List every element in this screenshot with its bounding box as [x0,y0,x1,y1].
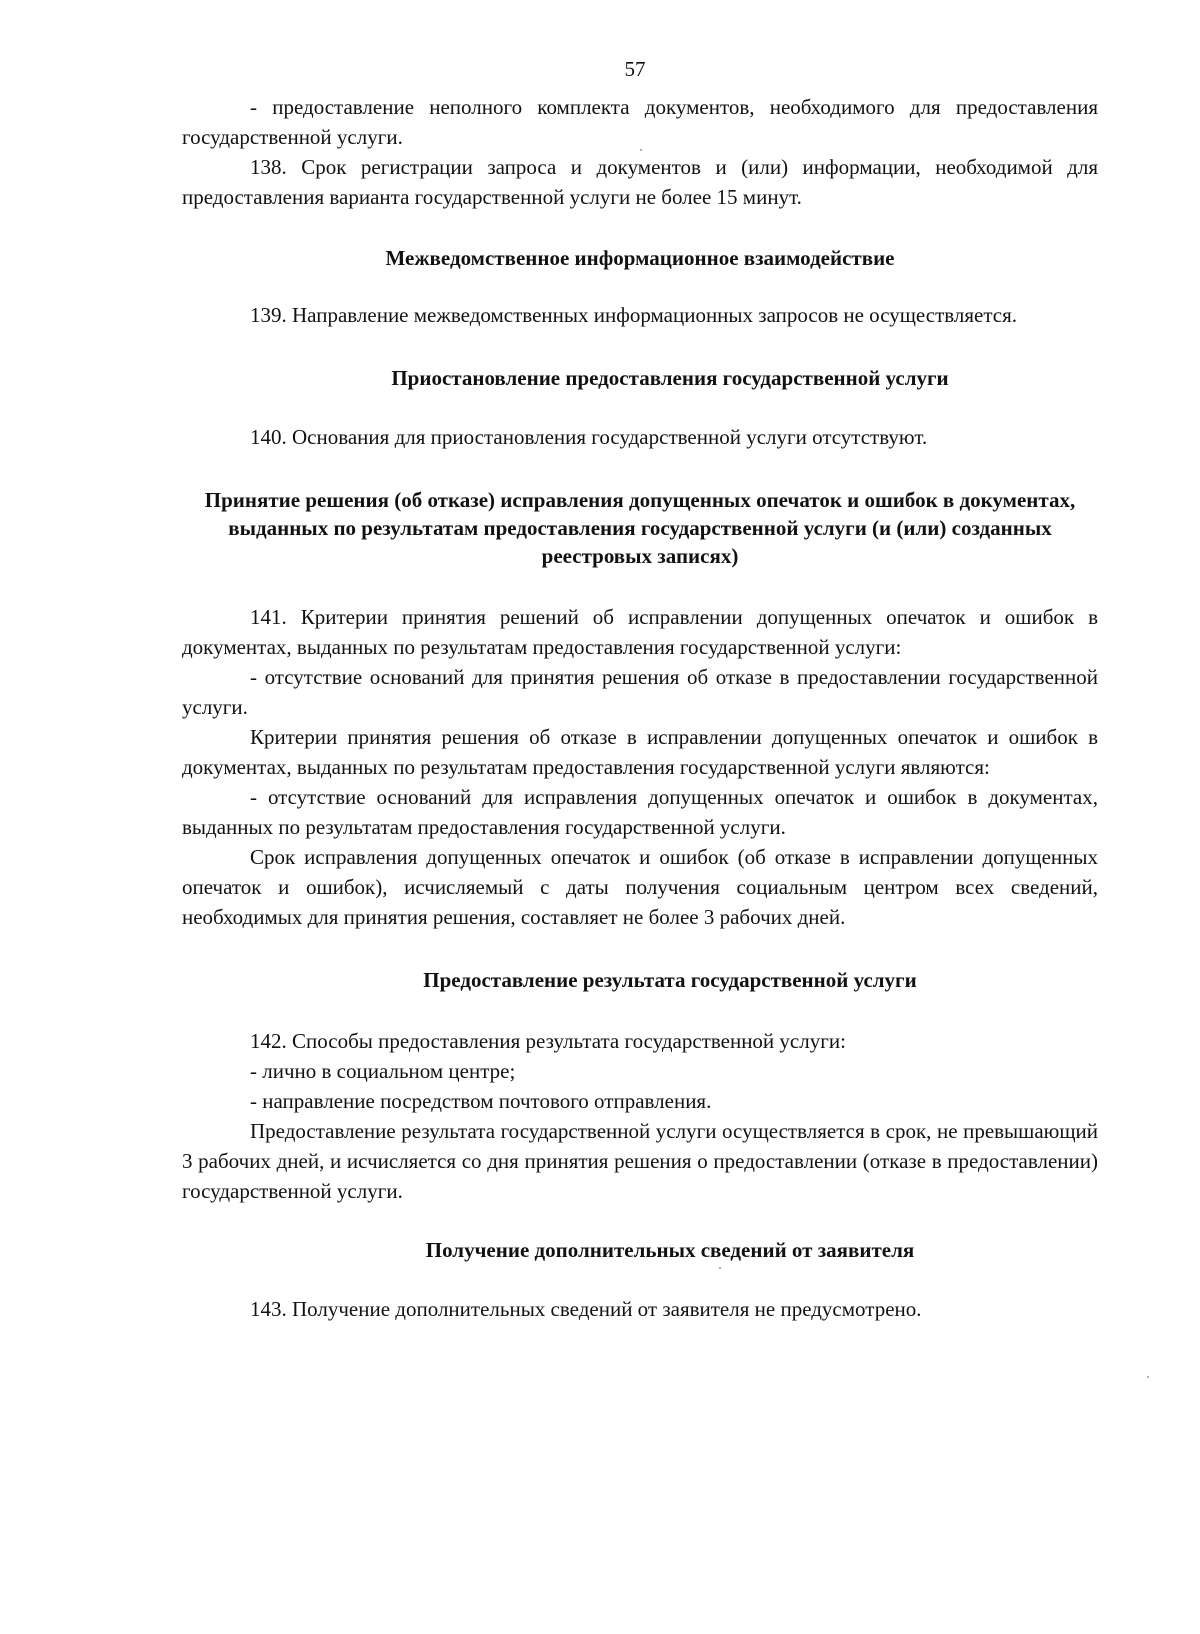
scan-speck [719,1267,721,1269]
heading-error-correction: Принятие решения (об отказе) исправления допущенных опечаток и ошибок в документах, выданных по результатам предоставления государственной услуги (и (или) созданных реестровых записях) [204,488,1076,568]
heading-result-delivery: Предоставление результата государственной услуги [423,968,917,992]
paragraph-139: 139. Направление межведомственных информационных запросов не осуществляется. [250,303,1018,327]
paragraph-142: 142. Способы предоставления результата государственной услуги: [250,1029,846,1053]
paragraph-correction-term: Срок исправления допущенных опечаток и ошибок (об отказе в исправлении допущенных опечаток и ошибок), исчисляемый с даты получения социальным центром всех сведений, необходимых для принятия решения, составляет не более 3 рабочих дней. [182,845,1098,929]
paragraph-140: 140. Основания для приостановления государственной услуги отсутствуют. [250,425,928,449]
paragraph-result-term: Предоставление результата государственной услуги осуществляется в срок, не превышающий 3 рабочих дней, и исчисляется со дня принятия решения о предоставлении (отказе в предоставлении) государственной услуги. [182,1119,1098,1203]
heading-interagency: Межведомственное информационное взаимодействие [385,246,895,270]
paragraph-refusal-criterion: - отсутствие оснований для исправления допущенных опечаток и ошибок в документах, выданных по результатам предоставления государственной услуги. [182,785,1098,839]
paragraph-142-in-person: - лично в социальном центре; [250,1059,516,1083]
page-number: 57 [624,57,646,81]
scan-speck [1147,1376,1149,1378]
paragraph-142-by-mail: - направление посредством почтового отправления. [250,1089,712,1113]
paragraph-refusal-criteria: Критерии принятия решения об отказе в исправлении допущенных опечаток и ошибок в документах, выданных по результатам предоставления государственной услуги являются: [182,725,1098,779]
paragraph-incomplete-docs: - предоставление неполного комплекта документов, необходимого для предоставления государственной услуги. [182,95,1098,149]
scan-speck [640,149,642,151]
paragraph-143: 143. Получение дополнительных сведений от заявителя не предусмотрено. [250,1297,922,1321]
paragraph-141-criterion: - отсутствие оснований для принятия решения об отказе в предоставлении государственной услуги. [182,665,1098,719]
paragraph-138: 138. Срок регистрации запроса и документов и (или) информации, необходимой для предоставления варианта государственной услуги не более 15 минут. [182,155,1098,209]
heading-suspension: Приостановление предоставления государственной услуги [391,366,949,390]
document-body [182,92,1098,1324]
heading-additional-info: Получение дополнительных сведений от заявителя [425,1238,915,1262]
paragraph-141: 141. Критерии принятия решений об исправлении допущенных опечаток и ошибок в документах, выданных по результатам предоставления государственной услуги: [182,605,1098,659]
